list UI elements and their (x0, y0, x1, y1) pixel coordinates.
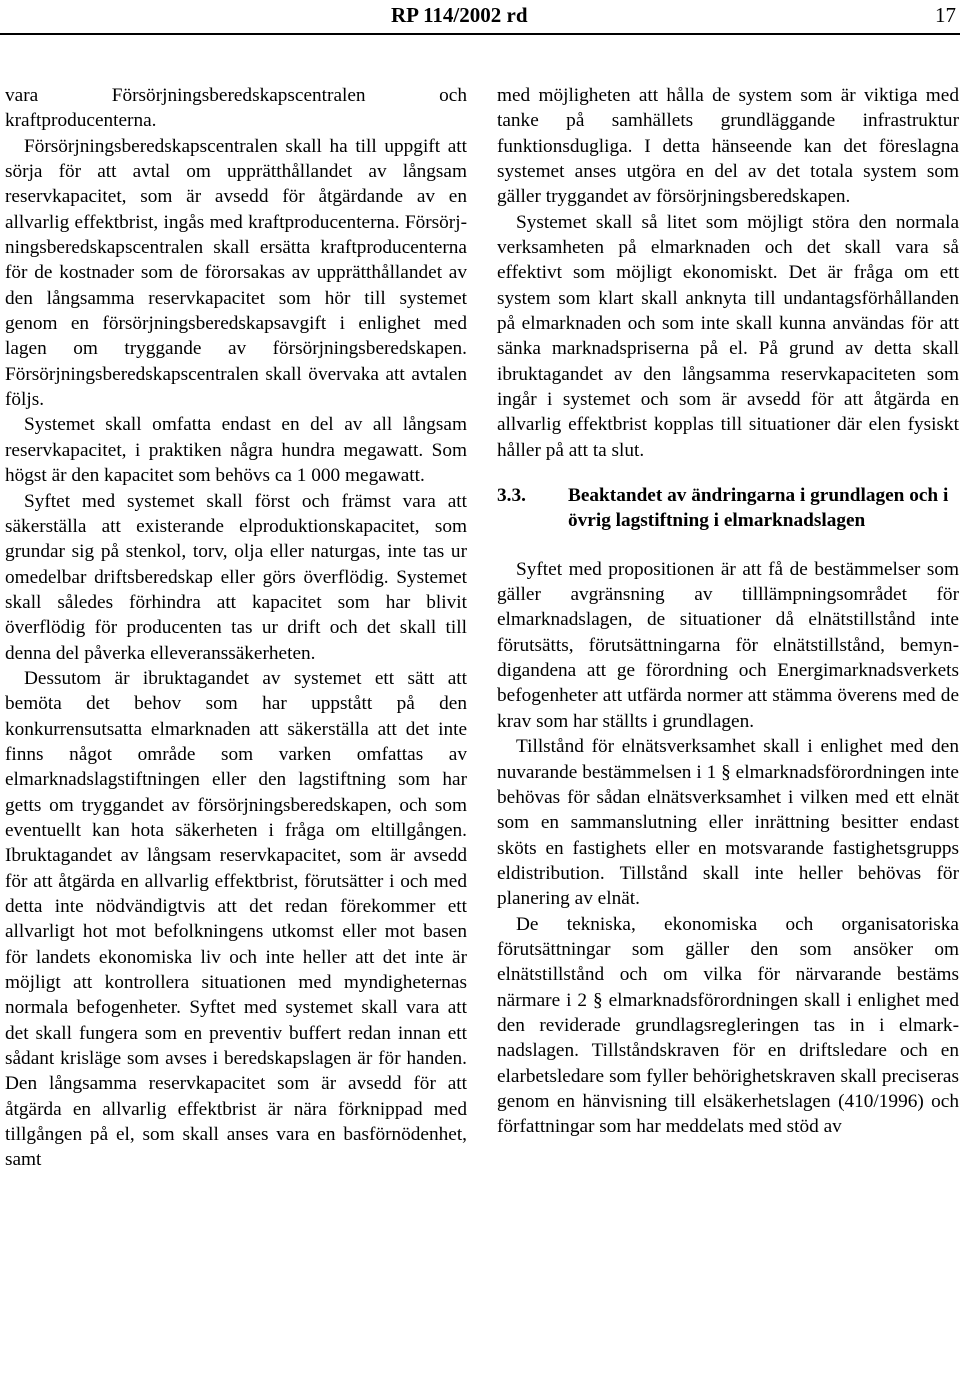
paragraph: Systemet skall så litet som möjligt störa den normala verksamheten på elmarknaden och det skall vara så effektivt som möjligt ekonomiskt. Det är fråga om ett system som klart skall anknyta till undantagsförhållanden på elmarknaden och som inte skall kunna användas för att sänka marknadspriserna på el. På grund av detta skall ibruktagandet av den långsamma reservkapaciteten som ingår i systemet och som är avsedd för att åtgärda en allvarlig effektbrist kopplas till situationer där elen fysiskt håller på att ta slut. (497, 211, 959, 461)
paragraph: Tillstånd för elnätsverksamhet skall i enlighet med den nuvarande bestämmelsen i 1 § elmarknadsförordningen inte behövas för sådan elnätsverksamhet i vilken med ett elnät som en sammanslutning eller inrättning besitter endast sköts en fastighets eller en motsvarande fastighetsgrupps eldistribution. Tillstånd skall inte heller behövas för planering av elnät. (497, 736, 959, 910)
paragraph: De tekniska, ekonomiska och organisatoriska förutsättningar som gäller den som ansöker om elnätstillstånd och om vilka för närvarande bestäms närmare i 2 § elmarknadsförordningen skall i enlighet med den reviderade grundlagsregleringen tas in i elmarknadslagen. Tillståndskraven för en driftsledare och en elarbetsledare som fyller behörighetskraven skall preciseras genom en hänvisning till elsäkerhetslagen (410/1996) och författningar som har meddelats med stöd av (497, 913, 959, 1138)
paragraph: Syftet med propositionen är att få de bestämmelser som gäller avgränsning av tilllämpningsområdet för elmarknadslagen, de situationer då elnätstillstånd inte förutsätts, förutsättningarna för elnätstillstånd, bemyndigandena att ge förordning och Energimarknadsverkets befogenheter att utfärda normer att stämma överens med de krav som har ställts i grundlagen. (497, 558, 959, 732)
paragraph: Försörjningsberedskapscentralen skall ha till uppgift att sörja för att avtal om upprätthållandet av långsam reservkapacitet, som är avsedd för åtgärdande av en allvarlig effektbrist, ingås med kraftproducenterna. Försörjningsberedskapscentralen skall ersätta kraftproducenterna för de kostnader som de förorsakas av upprätthållandet av den långsamma reservkapacitet som hör till systemet genom en försörjningsberedskapsavgift i enlighet med lagen om tryggande av försörjningsberedskapen. Försörjningsberedskapscentralen skall övervaka att avtalen följs. (5, 135, 467, 411)
document-id: RP 114/2002 rd (391, 3, 528, 27)
page-number: 17 (935, 3, 956, 27)
section-heading (497, 483, 959, 534)
page-header (0, 0, 960, 44)
paragraph: med möjligheten att hålla de system som är viktiga med tanke på samhällets grundläggande infrastruktur funktionsdugliga. I detta hänseende kan det föreslagna systemet anses utgöra en del av det totala system som gäller tryggandet av försörjningsberedskapen. (497, 85, 959, 208)
left-column (5, 83, 467, 1173)
paragraph: Dessutom är ibruktagandet av systemet ett sätt att bemöta det behov som har uppstått på den konkurrensutsatta elmarknaden att säkerställa att det inte finns något område som varken omfattas av elmarknadslagstiftningen eller den lagstiftning som har getts om tryggandet av försörjningsberedskapen, och som eventuellt kan hota säkerheten i fråga om eltillgången. Ibruktagandet av långsam reservkapacitet, som är avsedd för att åtgärda en allvarlig effektbrist, förutsätter i och med detta inte nödvändigtvis att det redan förekommer ett allvarligt hot mot befolkningens utkomst eller mot basen för landets ekonomiska liv och inte heller att det inte är möjligt att kontrollera situationen med myndigheternas normala befogenheter. Syftet med systemet skall vara att det skall fungera som en preventiv buffert redan innan ett sådant krisläge som avses i beredskapslagen är för handen. Den långsamma reservkapacitet som är avsedd för att åtgärda en allvarlig effektbrist är nära förknippad med tillgången på el, som skall anses vara en basförnödenhet, samt (5, 667, 467, 1171)
paragraph: vara Försörjningsberedskapscentralen och kraftproducenterna. (5, 85, 467, 132)
section-title: Beaktandet av ändringarna i grundlagen och i övrig lagstiftning i elmarknadslagen (568, 485, 949, 532)
right-column (497, 83, 959, 1140)
section-number: 3.3. (497, 485, 526, 507)
paragraph: Syftet med systemet skall först och främst vara att säkerställa att existerande elproduktionskapacitet, som grundar sig på stenkol, torv, olja eller naturgas, inte tas ur omedelbar driftsberedskap eller görs överflödig. Systemet skall således förhindra att kapacitet som har blivit överflödig för producenten tas ur drift och det skall till denna del påverka elleveranssäkerheten. (5, 490, 467, 664)
paragraph: Systemet skall omfatta endast en del av all långsam reservkapacitet, i praktiken några hundra megawatt. Som högst är den kapacitet som behövs ca 1 000 megawatt. (5, 414, 467, 487)
header-rule (0, 33, 960, 35)
